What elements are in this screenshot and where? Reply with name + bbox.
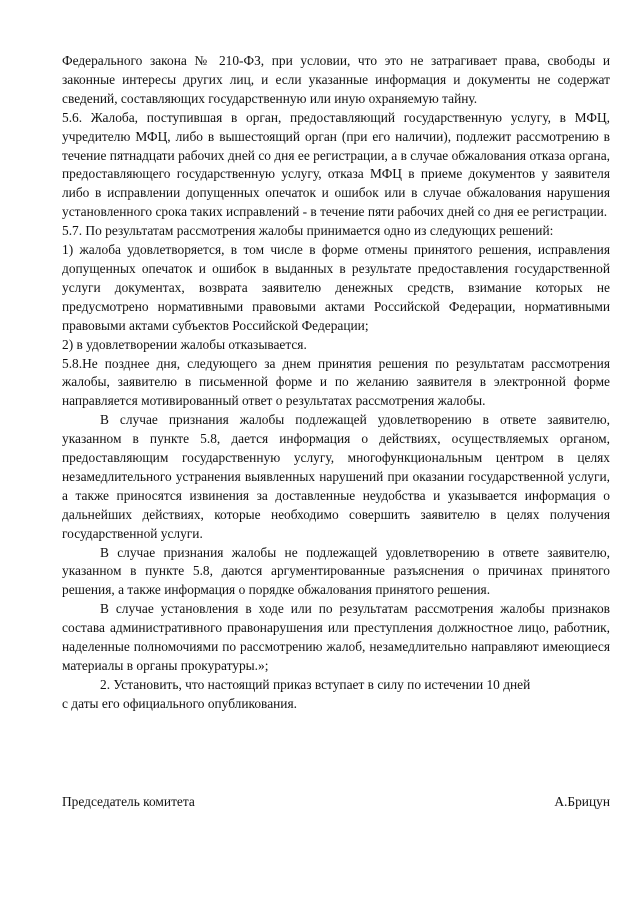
document-body — [62, 52, 610, 714]
paragraph-item-1: 1) жалоба удовлетворяется, в том числе в форме отмены принятого решения, исправления допущенных опечаток и ошибок в выданных в результате предоставления государственной услуги документах, возврата заявителю денежных средств, взимание которых не предусмотрено нормативными правовыми актами Российской Федерации, нормативными правовыми актами субъектов Российской Федерации; — [62, 242, 610, 333]
paragraph-order-effective-cont: с даты его официального опубликования. — [62, 695, 297, 711]
paragraph-item-2: 2) в удовлетворении жалобы отказывается. — [62, 336, 307, 352]
paragraph-violation-case: В случае установления в ходе или по результатам рассмотрения жалобы признаков состава административного правонарушения или преступления должностное лицо, работник, наделенные полномочиями по рассмотрению жалоб, незамедлительно направляют имеющиеся материалы в органы прокуратуры.»; — [62, 601, 610, 673]
paragraph-satisfied-case: В случае признания жалобы подлежащей удовлетворению в ответе заявителю, указанном в пункте 5.8, дается информация о действиях, осуществляемых органом, предоставляющим государственную услугу, многофункциональным центром в целях незамедлительного устранения выявленных нарушений при оказании государственной услуги, а также приносятся извинения за доставленные неудобства и указывается информация о дальнейших действиях, которые необходимо совершить заявителю в целях получения государственной услуги. — [62, 412, 610, 541]
paragraph-5-6: 5.6. Жалоба, поступившая в орган, предоставляющий государственную услугу, в МФЦ, учредителю МФЦ, либо в вышестоящий орган (при его наличии), подлежит рассмотрению в течение пятнадцати рабочих дней со дня ее регистрации, а в случае обжалования отказа органа, предоставляющего государственную услугу, отказа МФЦ в приеме документов у заявителя либо в исправлении допущенных опечаток и ошибок или в случае обжалования нарушения установленного срока таких исправлений - в течение пяти рабочих дней со дня ее регистрации. — [62, 109, 610, 220]
signatory-title: Председатель комитета — [62, 794, 195, 809]
signature-block — [62, 793, 610, 812]
paragraph-rejected-case: В случае признания жалобы не подлежащей удовлетворению в ответе заявителю, указанном в пункте 5.8, даются аргументированные разъяснения о причинах принятого решения, а также информация о порядке обжалования принятого решения. — [62, 544, 610, 598]
paragraph-continuation: Федерального закона № 210-ФЗ, при условии, что это не затрагивает права, свободы и законные интересы других лиц, и если указанные информация и документы не содержат сведений, составляющих государственную или иную охраняемую тайну. — [62, 53, 610, 106]
paragraph-5-7: 5.7. По результатам рассмотрения жалобы принимается одно из следующих решений: — [62, 223, 554, 239]
signatory-name: А.Брицун — [554, 794, 610, 809]
paragraph-order-effective: 2. Установить, что настоящий приказ вступает в силу по истечении 10 дней — [100, 676, 531, 692]
paragraph-5-8: 5.8.Не позднее дня, следующего за днем принятия решения по результатам рассмотрения жалобы, заявителю в письменной форме и по желанию заявителя в электронной форме направляется мотивированный ответ о результатах рассмотрения жалобы. — [62, 355, 610, 409]
